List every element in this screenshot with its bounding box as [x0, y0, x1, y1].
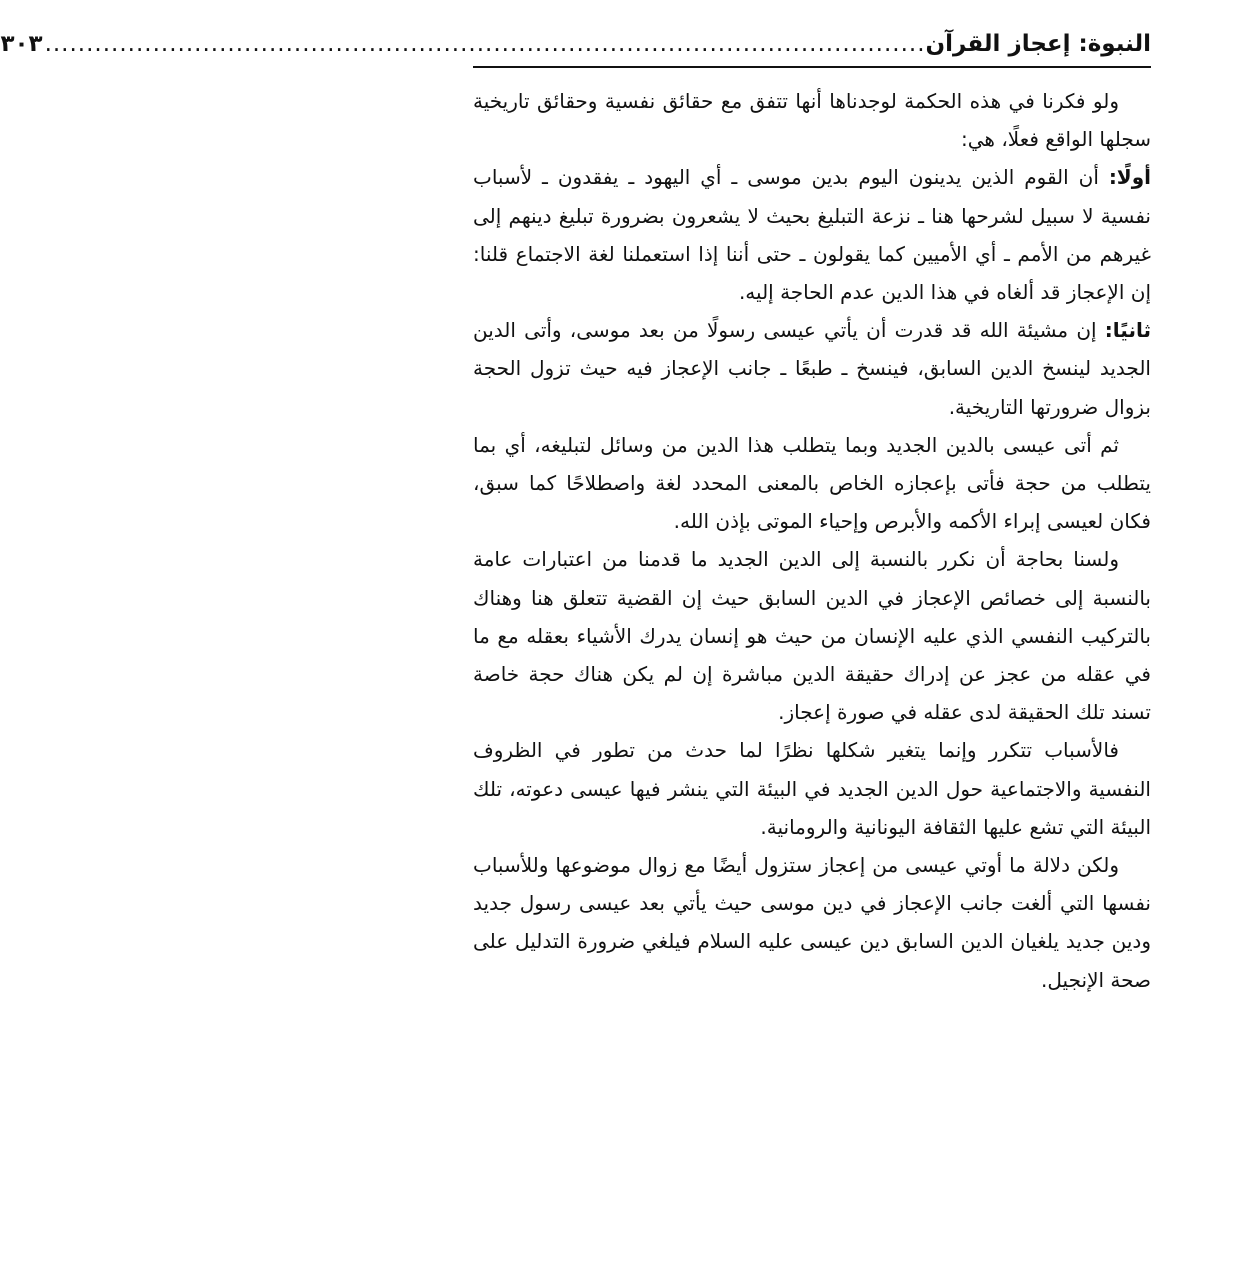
leader-dots: ..........................................................................................................: [44, 31, 926, 57]
paragraph-5-text: ولسنا بحاجة أن نكرر بالنسبة إلى الدين الجديد ما قدمنا من اعتبارات عامة بالنسبة إلى خصائص الإعجاز في الدين السابق حيث إن القضية تتعلق هنا وهناك بالتركيب النفسي الذي عليه الإنسان من حيث هو إنسان يدرك الأشياء بعقله مع ما في عقله من عجز عن إدراك حقيقة الدين مباشرة إن لم يكن هناك حجة خاصة تسند تلك الحقيقة لدى عقله في صورة إعجاز.: [473, 547, 1151, 725]
paragraph-3: [473, 311, 1151, 426]
body-text: [473, 82, 1151, 999]
paragraph-1-text: ولو فكرنا في هذه الحكمة لوجدناها أنها تتفق مع حقائق نفسية وحقائق تاريخية سجلها الواقع فعلًا، هي:: [473, 89, 1151, 152]
paragraph-4: [473, 426, 1151, 541]
paragraph-4-text: ثم أتى عيسى بالدين الجديد وبما يتطلب هذا الدين من وسائل لتبليغه، أي بما يتطلب من حجة فأتى بإعجازه الخاص بالمعنى المحدد لغة واصطلاحًا كما سبق، فكان لعيسى إبراء الأكمه والأبرص وإحياء الموتى بإذن الله.: [473, 432, 1151, 534]
paragraph-2: [473, 158, 1151, 311]
paragraph-2-lead: أولًا:: [1108, 165, 1151, 190]
paragraph-2-text: أن القوم الذين يدينون اليوم بدين موسى ـ أي اليهود ـ يفقدون ـ لأسباب نفسية لا سبيل لشرحها هنا ـ نزعة التبليغ بحيث لا يشعرون بضرورة تبليغ دينهم إلى غيرهم من الأمم ـ أي الأميين كما يقولون ـ حتى أننا إذا استعملنا لغة الاجتماع قلنا: إن الإعجاز قد ألغاه في هذا الدين عدم الحاجة إليه.: [473, 165, 1151, 305]
paragraph-7-text: ولكن دلالة ما أوتي عيسى من إعجاز ستزول أيضًا مع زوال موضوعها وللأسباب نفسها التي ألغت جانب الإعجاز في دين موسى حيث يأتي بعد عيسى رسول جديد ودين جديد يلغيان الدين السابق دين عيسى عليه السلام فيلغي ضرورة التدليل على صحة الإنجيل.: [473, 853, 1151, 992]
header-rule: [473, 66, 1151, 68]
book-page: [0, 22, 1151, 999]
paragraph-3-text: إن مشيئة الله قد قدرت أن يأتي عيسى رسولًا من بعد موسى، وأتى الدين الجديد لينسخ الدين السابق، فينسخ ـ طبعًا ـ جانب الإعجاز فيه حيث تزول الحجة بزوال ضرورتها التاريخية.: [473, 318, 1151, 419]
running-title: النبوة: إعجاز القرآن: [925, 31, 1151, 57]
paragraph-6-text: فالأسباب تتكرر وإنما يتغير شكلها نظرًا لما حدث من تطور في الظروف النفسية والاجتماعية حول الدين الجديد في البيئة التي ينشر فيها عيسى دعوته، تلك البيئة التي تشع عليها الثقافة اليونانية والرومانية.: [473, 738, 1151, 839]
page-number: ٣٠٣: [0, 31, 43, 57]
paragraph-7: [473, 846, 1151, 999]
paragraph-5: [473, 540, 1151, 731]
running-header: [0, 22, 1151, 66]
paragraph-6: [473, 731, 1151, 846]
paragraph-3-lead: ثانيًا:: [1104, 318, 1151, 343]
paragraph-1: [473, 82, 1151, 158]
